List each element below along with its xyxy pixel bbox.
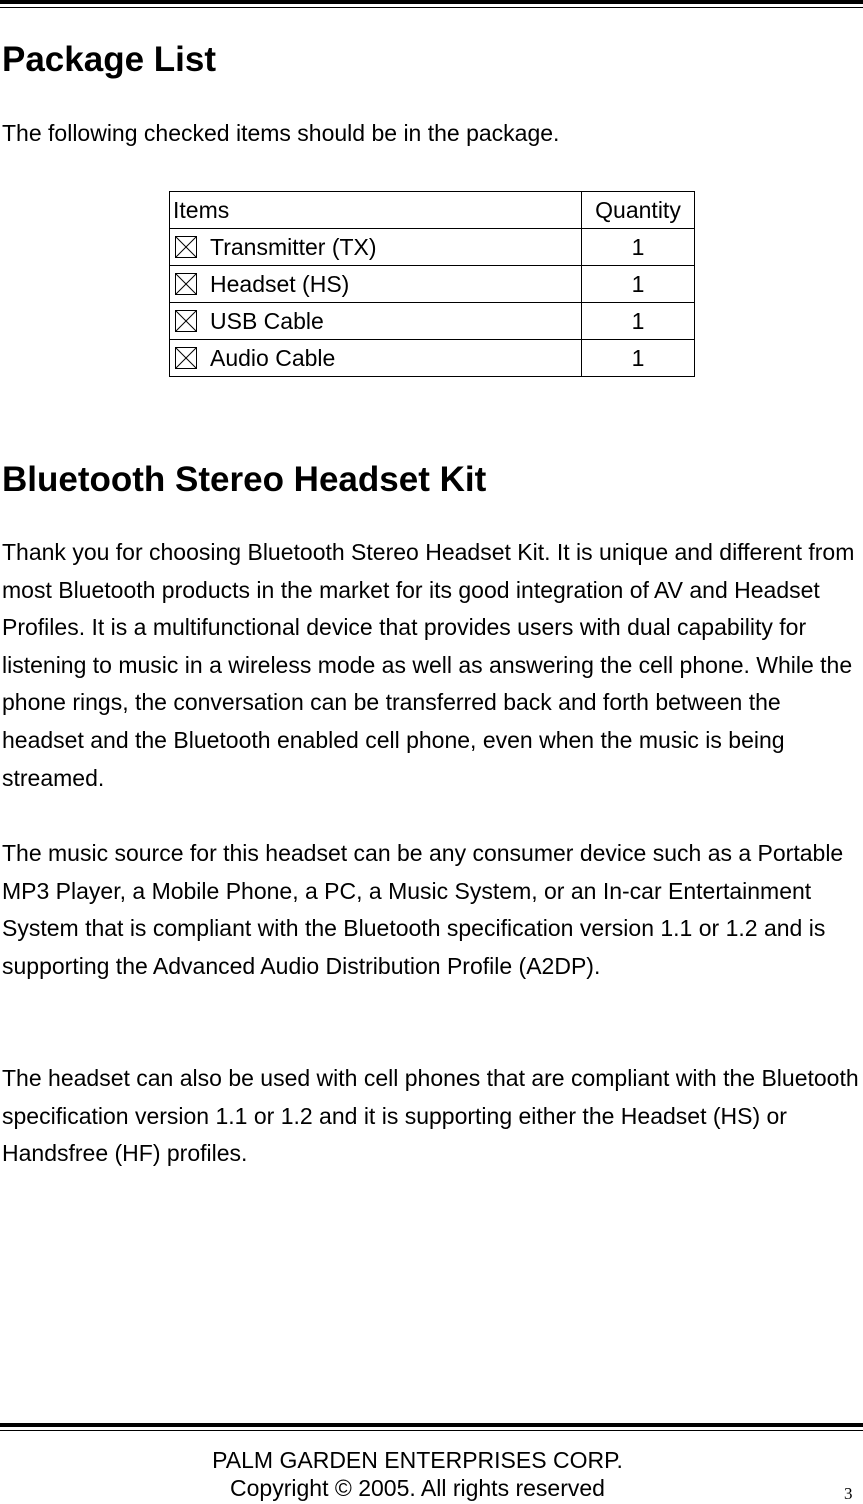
checked-box-icon <box>175 236 197 258</box>
top-rule-thin <box>0 7 863 8</box>
footer-company: PALM GARDEN ENTERPRISES CORP. <box>212 1447 623 1473</box>
footer-rule-thick <box>0 1423 863 1427</box>
item-label: USB Cable <box>210 307 324 334</box>
item-cell <box>170 266 582 303</box>
column-header-items: Items <box>170 192 582 229</box>
item-label: Headset (HS) <box>210 270 350 297</box>
item-cell <box>170 340 582 377</box>
checked-box-icon <box>175 310 197 332</box>
footer-copyright: Copyright © 2005. All rights reserved <box>230 1475 605 1501</box>
table-row <box>170 266 695 303</box>
top-rule-thick <box>0 0 863 4</box>
package-list-heading: Package List <box>2 40 216 79</box>
page-number: 3 <box>844 1484 853 1503</box>
kit-paragraph-3: The headset can also be used with cell phones that are compliant with the Bluetooth specification version 1.1 or 1.2 and it is supporting either the Headset (HS) or Handsfree (HF) profiles. <box>2 1065 859 1167</box>
checked-box-icon <box>175 347 197 369</box>
table-row <box>170 303 695 340</box>
kit-heading: Bluetooth Stereo Headset Kit <box>2 460 487 499</box>
checked-box-icon <box>175 273 197 295</box>
quantity-cell: 1 <box>582 340 695 377</box>
item-label: Audio Cable <box>210 344 336 371</box>
package-table <box>169 191 695 377</box>
kit-paragraph-1: Thank you for choosing Bluetooth Stereo Headset Kit. It is unique and different from most Bluetooth products in the market for its good integration of AV and Headset Profiles. It is a multifunctional device that provides users with dual capability for listening to music in a wireless mode as well as answering the cell phone. While the phone rings, the conversation can be transferred back and forth between the headset and the Bluetooth enabled cell phone, even when the music is being streamed. <box>2 539 855 791</box>
item-cell <box>170 303 582 340</box>
kit-paragraph-2: The music source for this headset can be any consumer device such as a Portable MP3 Player, a Mobile Phone, a PC, a Music System, or an In-car Entertainment System that is compliant with the Bluetooth specification version 1.1 or 1.2 and is supporting the Advanced Audio Distribution Profile (A2DP). <box>2 840 844 979</box>
item-cell <box>170 229 582 266</box>
footer-rule-thin <box>0 1430 863 1431</box>
table-row <box>170 229 695 266</box>
package-list-intro: The following checked items should be in the package. <box>2 120 560 146</box>
quantity-cell: 1 <box>582 303 695 340</box>
item-label: Transmitter (TX) <box>210 233 377 260</box>
column-header-quantity: Quantity <box>582 192 695 229</box>
package-table-header-row <box>170 192 695 229</box>
table-row <box>170 340 695 377</box>
quantity-cell: 1 <box>582 266 695 303</box>
quantity-cell: 1 <box>582 229 695 266</box>
